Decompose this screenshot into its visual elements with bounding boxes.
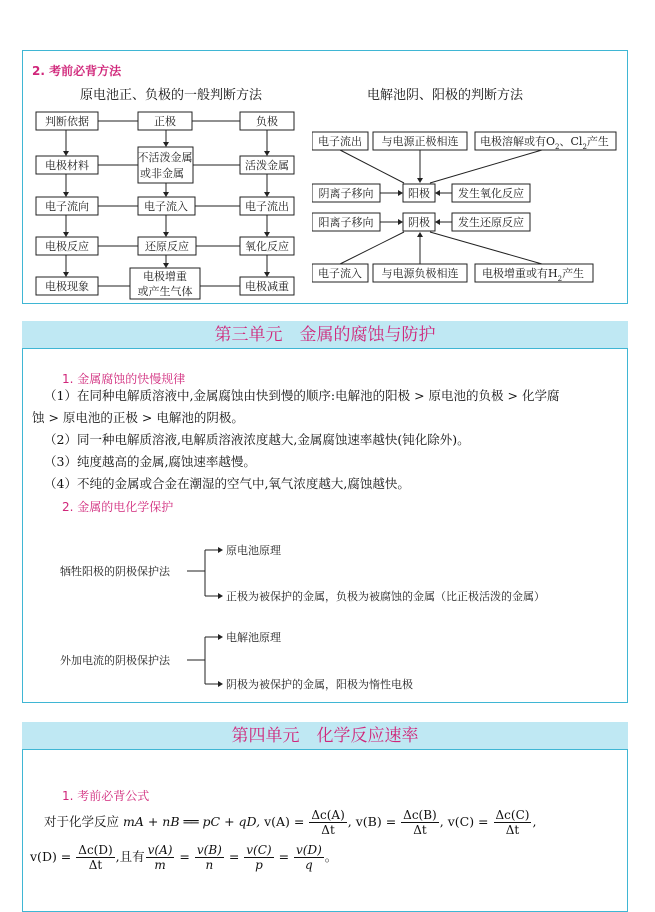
rate-vB-fraction: $\frac{\Delta c(B)}{\Delta t}$ xyxy=(403,808,437,837)
galvanic-flow-label: 电子流向 xyxy=(45,200,89,213)
sacrificial-principle: 原电池原理 xyxy=(226,544,281,557)
galvanic-reaction-positive: 还原反应 xyxy=(145,240,189,253)
electrolytic-diagram xyxy=(312,126,622,286)
galvanic-header-positive: 正极 xyxy=(154,115,176,128)
galvanic-material-positive-1: 不活泼金属 xyxy=(137,151,193,164)
corrosion-title: 第三单元 金属的腐蚀与防护 xyxy=(214,325,436,345)
galvanic-flow-negative: 电子流出 xyxy=(245,200,289,213)
anode-electron-out: 电子流出 xyxy=(318,135,362,148)
galvanic-material-positive-2: 或非金属 xyxy=(140,167,184,180)
ratio-B: $\frac{v(B)}{n}$ xyxy=(196,843,222,872)
corrosion-p2: （2）同一种电解质溶液,电解质溶液浓度越大,金属腐蚀速率越快(钝化除外)。 xyxy=(44,432,470,447)
rate-end: 。 xyxy=(324,849,338,864)
ratio-A: $\frac{v(A)}{m}$ xyxy=(147,843,173,872)
cathode-gain: 电极增重或有$H_2$产生 xyxy=(482,267,585,283)
corrosion-p3: （3）纯度越高的金属,腐蚀速率越慢。 xyxy=(44,454,256,469)
rate-vC-fraction: $\frac{\Delta c(C)}{\Delta t}$ xyxy=(495,808,530,837)
rate-vA-fraction: $\frac{\Delta c(A)}{\Delta t}$ xyxy=(311,808,345,837)
galvanic-phenomenon-label: 电极现象 xyxy=(45,280,89,293)
anode-connect-positive: 与电源正极相连 xyxy=(381,135,459,148)
rate-reaction: mA + nB ══ pC + qD, xyxy=(123,814,261,829)
galvanic-header-negative: 负极 xyxy=(256,115,278,128)
sacrificial-detail: 正极为被保护的金属，负极为被腐蚀的金属（比正极活泼的金属） xyxy=(226,590,545,603)
galvanic-phenomenon-negative: 电极减重 xyxy=(245,280,289,293)
rate-vA-label: v(A) = xyxy=(264,814,305,829)
electrolytic-title: 电解池阴、阳极的判断方法 xyxy=(367,88,524,103)
rate-vB-label: v(B) = xyxy=(355,814,397,829)
impressed-current-method: 外加电流的阴极保护法 xyxy=(60,654,170,667)
rate-lead: 对于化学反应 xyxy=(44,814,120,829)
cathode-label: 阴极 xyxy=(408,216,430,229)
rate-vC-label: v(C) = xyxy=(447,814,489,829)
rate-also: ,且有 xyxy=(115,849,145,864)
galvanic-reaction-negative: 氧化反应 xyxy=(245,240,289,253)
corrosion-h2: 2. 金属的电化学保护 xyxy=(62,500,174,514)
galvanic-material-negative: 活泼金属 xyxy=(245,159,289,172)
rate-vD-fraction: $\frac{\Delta c(D)}{\Delta t}$ xyxy=(78,843,113,872)
impressed-principle: 电解池原理 xyxy=(226,631,281,644)
ratio-C: $\frac{v(C)}{p}$ xyxy=(246,843,272,872)
galvanic-reaction-label: 电极反应 xyxy=(45,240,89,253)
rate-formula-line1: 对于化学反应 mA + nB ══ pC + qD, v(A) = $\frac{\Delta c(A)}{\Delta t}$ , v(B) = $\frac{\Delta c(B)}{\Delta t}$ , v(C) = $\frac{\Delta c(C)}{\Delta t}$ , xyxy=(44,808,537,837)
rate-h1: 1. 考前必背公式 xyxy=(62,789,150,803)
corrosion-band xyxy=(22,321,628,349)
impressed-detail: 阴极为被保护的金属，阳极为惰性电极 xyxy=(226,678,413,691)
corrosion-p1b: 蚀 > 原电池的正极 > 电解池的阴极。 xyxy=(32,410,244,425)
galvanic-diagram xyxy=(30,105,310,300)
galvanic-phenomenon-positive-1: 电极增重 xyxy=(143,270,187,283)
protection-diagram xyxy=(60,530,620,700)
rate-vD-label: v(D) = xyxy=(30,849,72,864)
galvanic-header-basis: 判断依据 xyxy=(45,115,89,128)
rate-title: 第四单元 化学反应速率 xyxy=(231,726,419,746)
anode-oxidation: 发生氧化反应 xyxy=(458,187,524,200)
cathode-electron-in: 电子流入 xyxy=(318,267,362,280)
rate-band xyxy=(22,722,628,750)
anode-label: 阳极 xyxy=(408,187,430,200)
corrosion-h1: 1. 金属腐蚀的快慢规律 xyxy=(62,372,186,386)
methods-heading: 2. 考前必背方法 xyxy=(32,64,122,78)
rate-formula-line2: v(D) = $\frac{\Delta c(D)}{\Delta t}$ ,且有 $\frac{v(A)}{m}$ = $\frac{v(B)}{n}$ = $\frac{v(C)}{p}$ = $\frac{v(D)}{q}$ 。 xyxy=(30,843,338,872)
anode-dissolve: 电极溶解或有$O_2$、$Cl_2$产生 xyxy=(480,135,609,151)
cation-move: 阳离子移向 xyxy=(318,216,374,229)
galvanic-material-label: 电极材料 xyxy=(45,159,89,172)
corrosion-p1a: （1）在同种电解质溶液中,金属腐蚀由快到慢的顺序:电解池的阳极 > 原电池的负极 > 化学腐 xyxy=(44,388,560,403)
galvanic-title: 原电池正、负极的一般判断方法 xyxy=(80,88,263,103)
galvanic-flow-positive: 电子流入 xyxy=(144,200,188,213)
galvanic-phenomenon-positive-2: 或产生气体 xyxy=(137,285,193,298)
cathode-connect-negative: 与电源负极相连 xyxy=(381,267,459,280)
ratio-D: $\frac{v(D)}{q}$ xyxy=(296,843,322,872)
cathode-reduction: 发生还原反应 xyxy=(458,216,524,229)
anion-move: 阴离子移向 xyxy=(318,187,374,200)
sacrificial-anode-method: 牺牲阳极的阴极保护法 xyxy=(60,565,170,578)
corrosion-p4: （4）不纯的金属或合金在潮湿的空气中,氧气浓度越大,腐蚀越快。 xyxy=(44,476,410,491)
